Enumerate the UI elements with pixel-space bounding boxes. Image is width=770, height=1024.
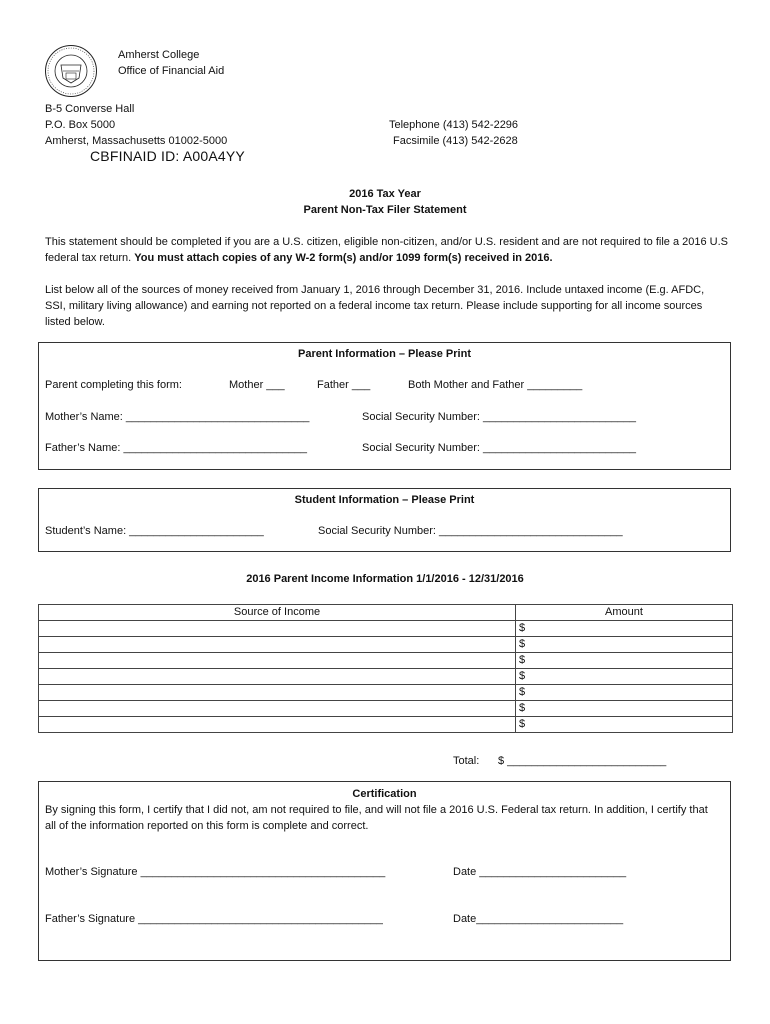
father-name-field[interactable]: Father’s Name: ______________________________ [45, 442, 307, 454]
total-amount-field[interactable]: $ __________________________ [498, 755, 667, 767]
amount-cell[interactable]: $ [516, 653, 733, 669]
college-seal-logo [44, 44, 98, 98]
amount-cell[interactable]: $ [516, 701, 733, 717]
source-cell[interactable] [39, 717, 516, 733]
intro-text: This statement should be completed if you are a U.S. citizen, eligible non-citizen, and/or U.S. resident and are not required to file a 2016 U.S federal tax return. [45, 236, 728, 264]
certification-heading: Certification [352, 788, 417, 800]
table-row [39, 621, 733, 637]
parent-info-heading: Parent Information – Please Print [298, 348, 471, 360]
source-cell[interactable] [39, 685, 516, 701]
table-row [39, 701, 733, 717]
source-cell[interactable] [39, 637, 516, 653]
option-both-field[interactable]: Both Mother and Father _________ [408, 379, 583, 391]
student-ssn-field[interactable]: Social Security Number: ______________________________ [318, 525, 623, 537]
address-line-3: Amherst, Massachusetts 01002-5000 [45, 135, 228, 147]
option-mother-field[interactable]: Mother ___ [229, 379, 285, 391]
address-line-1: B-5 Converse Hall [45, 103, 135, 115]
income-heading: 2016 Parent Income Information 1/1/2016 - 12/31/2016 [246, 573, 524, 585]
source-cell[interactable] [39, 653, 516, 669]
option-father-field[interactable]: Father ___ [317, 379, 371, 391]
parent-completing-label: Parent completing this form: [45, 379, 182, 391]
table-row [39, 685, 733, 701]
source-cell[interactable] [39, 669, 516, 685]
mother-name-field[interactable]: Mother’s Name: ______________________________ [45, 411, 310, 423]
telephone: Telephone (413) 542-2296 [389, 119, 519, 131]
table-row [39, 717, 733, 733]
intro-attach-notice: You must attach copies of any W-2 form(s) and/or 1099 form(s) received in 2016. [134, 252, 553, 264]
amount-cell[interactable]: $ [516, 669, 733, 685]
facsimile: Facsimile (413) 542-2628 [393, 135, 518, 147]
intro-paragraph-1 [45, 234, 729, 266]
institution-name: Amherst College [118, 49, 200, 61]
student-info-heading: Student Information – Please Print [294, 494, 475, 506]
amount-cell[interactable]: $ [516, 637, 733, 653]
table-row [39, 653, 733, 669]
income-table-header [39, 605, 733, 621]
certification-text: By signing this form, I certify that I did not, am not required to file, and will not file a 2016 U.S. Federal tax return. In addition, I certify that all of the information reported on this form is complete and correct. [45, 804, 708, 832]
student-name-field[interactable]: Student’s Name: ______________________ [45, 525, 264, 537]
table-row [39, 669, 733, 685]
source-cell[interactable] [39, 701, 516, 717]
mother-ssn-field[interactable]: Social Security Number: _________________________ [362, 411, 636, 423]
amount-cell[interactable]: $ [516, 621, 733, 637]
total-label: Total: [453, 755, 480, 767]
source-cell[interactable] [39, 621, 516, 637]
amount-column-header: Amount [516, 605, 733, 621]
mother-date-field[interactable]: Date ________________________ [453, 866, 627, 878]
father-ssn-field[interactable]: Social Security Number: _________________________ [362, 442, 636, 454]
father-date-field[interactable]: Date________________________ [453, 913, 624, 925]
father-signature-field[interactable]: Father’s Signature ________________________________________ [45, 913, 383, 925]
title-statement: Parent Non-Tax Filer Statement [303, 204, 467, 216]
mother-signature-field[interactable]: Mother’s Signature ________________________________________ [45, 866, 386, 878]
source-column-header: Source of Income [39, 605, 516, 621]
amount-cell[interactable]: $ [516, 685, 733, 701]
office-name: Office of Financial Aid [118, 65, 225, 77]
cbfinaid-id: CBFINAID ID: A00A4YY [90, 148, 245, 164]
table-row [39, 637, 733, 653]
address-line-2: P.O. Box 5000 [45, 119, 116, 131]
amount-cell[interactable]: $ [516, 717, 733, 733]
income-table [38, 604, 733, 733]
title-tax-year: 2016 Tax Year [349, 188, 421, 200]
intro-paragraph-2: List below all of the sources of money received from January 1, 2016 through December 31, 2016. Include untaxed income (E.g. AFDC, SSI, military living allowance) and earning not reported on a federal income tax return. Please include supporting for all income sources listed below. [45, 284, 705, 328]
